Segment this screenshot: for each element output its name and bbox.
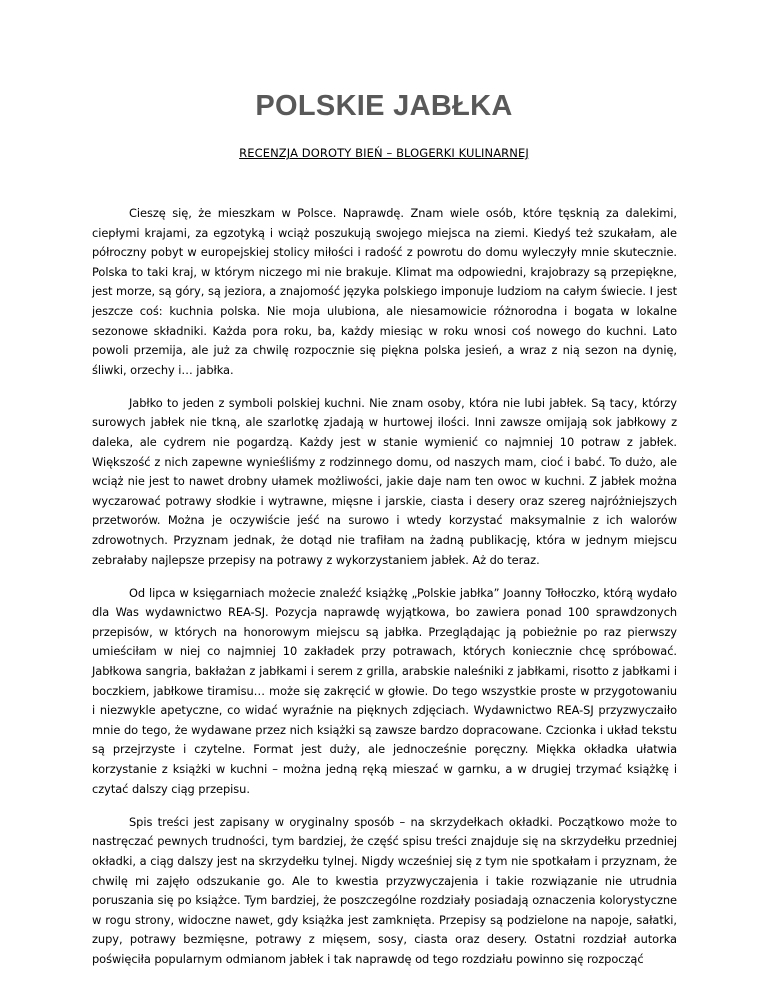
paragraph-1: Cieszę się, że mieszkam w Polsce. Naprawdę. Znam wiele osób, które tęsknią za dalekimi, ciepłymi krajami, za egzotyką i wciąż poszukują swojego miejsca na ziemi. Kiedyś też szukałam, ale półroczny pobyt w europejskiej stolicy miłości i radość z powrotu do domu wyleczyły mnie skutecznie. Polska to taki kraj, w którym niczego mi nie brakuje. Klimat ma odpowiedni, krajobrazy są przepiękne, jest morze, są góry, są jeziora, a znajomość języka polskiego imponuje ludziom na całym świecie. I jest jeszcze coś: kuchnia polska. Nie moja ulubiona, ale niesamowicie różnorodna i bogata w lokalne sezonowe składniki. Każda pora roku, ba, każdy miesiąc w roku wnosi coś nowego do kuchni. Lato powoli przemija, ale już za chwilę rozpocznie się piękna polska jesień, a wraz z nią sezon na dynię, śliwki, orzechy i… jabłka. bbox=[92, 206, 677, 377]
paragraph-4: Spis treści jest zapisany w oryginalny sposób – na skrzydełkach okładki. Początkowo może to nastręczać pewnych trudności, tym bardziej, że część spisu treści znajduje się na skrzydełku przedniej okładki, a ciąg dalszy jest na skrzydełku tylnej. Nigdy wcześniej się z tym nie spotkałam i przyznam, że chwilę mi zajęło odszukanie go. Ale to kwestia przyzwyczajenia i takie rozwiązanie nie utrudnia poruszania się po książce. Tym bardziej, że poszczególne rozdziały posiadają oznaczenia kolorystyczne w rogu strony, widoczne nawet, gdy książka jest zamknięta. Przepisy są podzielone na napoje, sałatki, zupy, potrawy bezmięsne, potrawy z mięsem, sosy, ciasta oraz desery. Ostatni rozdział autorka poświęciła popularnym odmianom jabłek i tak naprawdę od tego rozdziału powinno się rozpocząć bbox=[92, 814, 677, 966]
paragraph-3: Od lipca w księgarniach możecie znaleźć książkę „Polskie jabłka” Joanny Tołłoczko, którą wydało dla Was wydawnictwo REA-SJ. Pozycja naprawdę wyjątkowa, bo zawiera ponad 100 sprawdzonych przepisów, w których na honorowym miejscu są jabłka. Przeglądając ją pobieżnie po raz pierwszy umieściłam w niej co najmniej 10 zakładek przy potrawach, których koniecznie chcę spróbować. Jabłkowa sangria, bakłażan z jabłkami i serem z grilla, arabskie naleśniki z jabłkami, risotto z jabłkami i boczkiem, jabłkowe tiramisu… może się zakręcić w głowie. Do tego wszystkie proste w przygotowaniu i niezwykle apetyczne, co widać wyraźnie na pięknych zdjęciach. Wydawnictwo REA-SJ przyzwyczaiło mnie do tego, że wydawane przez nich książki są zawsze bardzo dopracowane. Czcionka i układ tekstu są przejrzyste i czytelne. Format jest duży, ale jednocześnie poręczny. Miękka okładka ułatwia korzystanie z książki w kuchni – można jedną ręką mieszać w garnku, a w drugiej trzymać książkę i czytać dalszy ciąg przepisu. bbox=[92, 585, 677, 796]
document-title: POLSKIE JABŁKA bbox=[255, 90, 513, 122]
paragraph-2: Jabłko to jeden z symboli polskiej kuchni. Nie znam osoby, która nie lubi jabłek. Są tacy, którzy surowych jabłek nie tkną, ale szarlotkę zjadają w hurtowej ilości. Inni zawsze omijają sok jabłkowy z daleka, ale cydrem nie pogardzą. Każdy jest w stanie wymienić co najmniej 10 potraw z jabłek. Większość z nich zapewne wynieśliśmy z rodzinnego domu, od naszych mam, cioć i babć. To dużo, ale wciąż nie jest to nawet drobny ułamek możliwości, jakie daje nam ten owoc w kuchni. Z jabłek można wyczarować potrawy słodkie i wytrawne, mięsne i jarskie, ciasta i desery oraz szereg najróżniejszych przetworów. Można je oczywiście jeść na surowo i wtedy korzystać maksymalnie z ich walorów zdrowotnych. Przyznam jednak, że dotąd nie trafiłam na żadną publikację, która w jednym miejscu zebrałaby najlepsze przepisy na potrawy z wykorzystaniem jabłek. Aż do teraz. bbox=[92, 395, 677, 567]
document-body bbox=[92, 204, 677, 983]
document-subtitle: RECENZJA DOROTY BIEŃ – BLOGERKI KULINARNEJ bbox=[239, 146, 529, 160]
